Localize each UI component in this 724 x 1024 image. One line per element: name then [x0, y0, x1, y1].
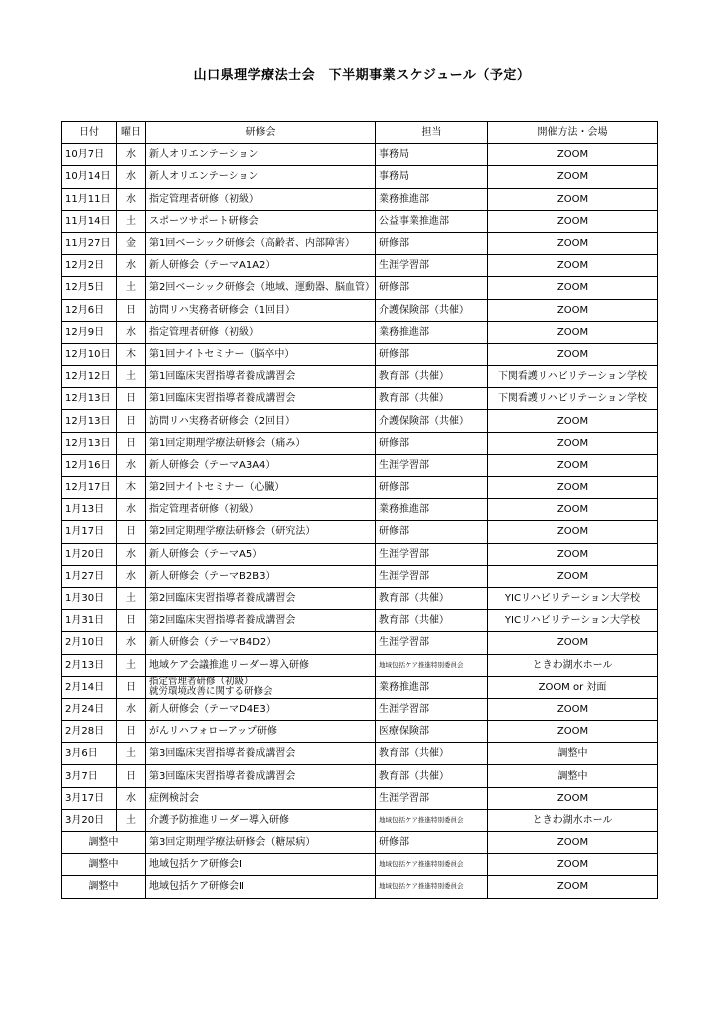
cell-course: 訪問リハ実務者研修会（1回目） [146, 299, 376, 321]
cell-date: 12月6日 [62, 299, 117, 321]
table-row [62, 299, 658, 321]
cell-date: 調整中 [62, 854, 146, 876]
cell-venue: 調整中 [488, 765, 658, 787]
cell-venue: YICリハビリテーション大学校 [488, 587, 658, 609]
cell-organizer: 生涯学習部 [376, 632, 488, 654]
table-row [62, 543, 658, 565]
table-row [62, 876, 658, 898]
cell-organizer: 医療保険部 [376, 721, 488, 743]
cell-course-line-1: 指定管理者研修（初級） [149, 676, 254, 688]
cell-organizer: 公益事業推進部 [376, 210, 488, 232]
cell-date: 12月2日 [62, 255, 117, 277]
cell-day-of-week: 水 [117, 454, 146, 476]
cell-date: 11月11日 [62, 188, 117, 210]
table-row [62, 854, 658, 876]
cell-venue: ZOOM [488, 698, 658, 720]
cell-date: 12月12日 [62, 366, 117, 388]
table-row [62, 188, 658, 210]
cell-date: 1月30日 [62, 587, 117, 609]
cell-date: 12月10日 [62, 343, 117, 365]
cell-organizer: 生涯学習部 [376, 698, 488, 720]
cell-course: 介護予防推進リーダー導入研修 [146, 809, 376, 831]
cell-venue: ZOOM [488, 499, 658, 521]
cell-venue: ZOOM [488, 787, 658, 809]
cell-course: 地域ケア会議推進リーダー導入研修 [146, 654, 376, 676]
cell-venue: ときわ湖水ホール [488, 809, 658, 831]
header-venue: 開催方法・会場 [488, 122, 658, 144]
table-row [62, 809, 658, 831]
cell-organizer: 生涯学習部 [376, 565, 488, 587]
cell-course: 第1回ベーシック研修会（高齢者、内部障害） [146, 232, 376, 254]
cell-course: 地域包括ケア研修会Ⅱ [146, 876, 376, 898]
cell-organizer: 業務推進部 [376, 676, 488, 698]
cell-organizer: 教育部（共催） [376, 610, 488, 632]
cell-course: 第1回臨床実習指導者養成講習会 [146, 388, 376, 410]
cell-day-of-week: 水 [117, 787, 146, 809]
cell-date: 12月5日 [62, 277, 117, 299]
cell-course: 新人研修会（テーマA1A2） [146, 255, 376, 277]
table-row [62, 698, 658, 720]
cell-venue: ZOOM [488, 854, 658, 876]
cell-organizer: 研修部 [376, 477, 488, 499]
table-row [62, 787, 658, 809]
cell-organizer: 生涯学習部 [376, 255, 488, 277]
cell-organizer: 教育部（共催） [376, 765, 488, 787]
cell-venue: ZOOM [488, 454, 658, 476]
cell-day-of-week: 日 [117, 388, 146, 410]
cell-organizer: 介護保険部（共催） [376, 299, 488, 321]
cell-organizer: 介護保険部（共催） [376, 410, 488, 432]
table-row [62, 610, 658, 632]
table-row [62, 676, 658, 698]
cell-date: 3月20日 [62, 809, 117, 831]
cell-course: 新人研修会（テーマA5） [146, 543, 376, 565]
table-row [62, 632, 658, 654]
table-row [62, 832, 658, 854]
cell-course: 第2回ベーシック研修会（地域、運動器、脳血管） [146, 277, 376, 299]
table-body [62, 144, 658, 898]
cell-day-of-week: 日 [117, 676, 146, 698]
header-date: 日付 [62, 122, 117, 144]
cell-day-of-week: 水 [117, 144, 146, 166]
cell-day-of-week: 土 [117, 809, 146, 831]
cell-date: 12月17日 [62, 477, 117, 499]
cell-venue: 下関看護リハビリテーション学校 [488, 388, 658, 410]
cell-organizer: 地域包括ケア推進特別委員会 [376, 854, 488, 876]
cell-course: 第2回臨床実習指導者養成講習会 [146, 610, 376, 632]
cell-course: スポーツサポート研修会 [146, 210, 376, 232]
cell-course: 症例検討会 [146, 787, 376, 809]
table-row [62, 721, 658, 743]
cell-day-of-week: 土 [117, 587, 146, 609]
cell-course: 第1回臨床実習指導者養成講習会 [146, 366, 376, 388]
cell-day-of-week: 日 [117, 765, 146, 787]
cell-course: 新人オリエンテーション [146, 144, 376, 166]
cell-organizer: 教育部（共催） [376, 587, 488, 609]
cell-date: 調整中 [62, 832, 146, 854]
cell-course: 第3回臨床実習指導者養成講習会 [146, 743, 376, 765]
cell-organizer: 教育部（共催） [376, 366, 488, 388]
cell-date: 1月20日 [62, 543, 117, 565]
cell-venue: ZOOM [488, 299, 658, 321]
cell-date: 10月14日 [62, 166, 117, 188]
cell-day-of-week: 水 [117, 565, 146, 587]
cell-venue: ZOOM [488, 210, 658, 232]
cell-venue: ZOOM [488, 277, 658, 299]
cell-venue: ZOOM [488, 321, 658, 343]
cell-course: 新人研修会（テーマB4D2） [146, 632, 376, 654]
cell-date: 10月7日 [62, 144, 117, 166]
cell-organizer: 研修部 [376, 343, 488, 365]
cell-venue: ZOOM [488, 188, 658, 210]
cell-date: 2月13日 [62, 654, 117, 676]
cell-organizer: 生涯学習部 [376, 454, 488, 476]
cell-course: がんリハフォローアップ研修 [146, 721, 376, 743]
cell-date: 11月14日 [62, 210, 117, 232]
cell-venue: ZOOM [488, 832, 658, 854]
table-row [62, 743, 658, 765]
cell-day-of-week: 水 [117, 321, 146, 343]
cell-venue: ZOOM [488, 255, 658, 277]
cell-course: 指定管理者研修（初級） [146, 321, 376, 343]
cell-date: 2月14日 [62, 676, 117, 698]
cell-course: 新人オリエンテーション [146, 166, 376, 188]
cell-day-of-week: 土 [117, 654, 146, 676]
cell-course: 第2回臨床実習指導者養成講習会 [146, 587, 376, 609]
cell-day-of-week: 水 [117, 188, 146, 210]
cell-day-of-week: 水 [117, 166, 146, 188]
cell-date: 2月24日 [62, 698, 117, 720]
cell-course: 新人研修会（テーマB2B3） [146, 565, 376, 587]
header-organizer: 担当 [376, 122, 488, 144]
cell-day-of-week: 日 [117, 721, 146, 743]
cell-date: 12月13日 [62, 410, 117, 432]
cell-venue: ZOOM [488, 477, 658, 499]
cell-venue: 下関看護リハビリテーション学校 [488, 366, 658, 388]
cell-course: 第2回ナイトセミナー（心臓） [146, 477, 376, 499]
table-row [62, 410, 658, 432]
cell-date: 12月9日 [62, 321, 117, 343]
cell-organizer: 業務推進部 [376, 321, 488, 343]
cell-venue: ZOOM [488, 876, 658, 898]
cell-course: 指定管理者研修（初級） [146, 499, 376, 521]
cell-organizer: 研修部 [376, 232, 488, 254]
cell-day-of-week: 日 [117, 521, 146, 543]
cell-day-of-week: 土 [117, 366, 146, 388]
cell-course-line-2: 就労環境改善に関する研修会 [149, 686, 273, 698]
cell-venue: ZOOM [488, 166, 658, 188]
cell-date: 12月16日 [62, 454, 117, 476]
cell-organizer: 業務推進部 [376, 188, 488, 210]
header-course: 研修会 [146, 122, 376, 144]
table-row [62, 454, 658, 476]
cell-organizer: 事務局 [376, 166, 488, 188]
cell-organizer: 研修部 [376, 432, 488, 454]
cell-day-of-week: 金 [117, 232, 146, 254]
cell-venue: YICリハビリテーション大学校 [488, 610, 658, 632]
cell-organizer: 地域包括ケア推進特別委員会 [376, 654, 488, 676]
cell-venue: ZOOM or 対面 [488, 676, 658, 698]
table-row [62, 343, 658, 365]
cell-organizer: 地域包括ケア推進特別委員会 [376, 809, 488, 831]
cell-day-of-week: 水 [117, 255, 146, 277]
cell-course: 第1回ナイトセミナー（脳卒中） [146, 343, 376, 365]
cell-venue: ZOOM [488, 632, 658, 654]
cell-day-of-week: 水 [117, 543, 146, 565]
cell-course [146, 676, 376, 698]
cell-organizer: 業務推進部 [376, 499, 488, 521]
cell-course: 第2回定期理学療法研修会（研究法） [146, 521, 376, 543]
cell-day-of-week: 日 [117, 610, 146, 632]
cell-organizer: 生涯学習部 [376, 787, 488, 809]
cell-organizer: 研修部 [376, 521, 488, 543]
cell-date: 12月13日 [62, 388, 117, 410]
cell-day-of-week: 日 [117, 299, 146, 321]
table-row [62, 499, 658, 521]
table-row [62, 565, 658, 587]
table-row [62, 432, 658, 454]
cell-date: 3月6日 [62, 743, 117, 765]
cell-day-of-week: 土 [117, 277, 146, 299]
cell-course: 第1回定期理学療法研修会（痛み） [146, 432, 376, 454]
cell-day-of-week: 日 [117, 432, 146, 454]
cell-day-of-week: 水 [117, 499, 146, 521]
cell-organizer: 生涯学習部 [376, 543, 488, 565]
cell-date: 1月27日 [62, 565, 117, 587]
cell-day-of-week: 木 [117, 343, 146, 365]
cell-venue: ZOOM [488, 144, 658, 166]
cell-date: 調整中 [62, 876, 146, 898]
cell-course: 新人研修会（テーマA3A4） [146, 454, 376, 476]
table-row [62, 654, 658, 676]
cell-venue: ZOOM [488, 521, 658, 543]
cell-venue: ZOOM [488, 410, 658, 432]
table-header-row [62, 122, 658, 144]
cell-organizer: 地域包括ケア推進特別委員会 [376, 876, 488, 898]
header-day-of-week: 曜日 [117, 122, 146, 144]
cell-date: 3月17日 [62, 787, 117, 809]
cell-venue: ZOOM [488, 432, 658, 454]
cell-organizer: 教育部（共催） [376, 388, 488, 410]
cell-date: 1月13日 [62, 499, 117, 521]
table-row [62, 477, 658, 499]
table-row [62, 166, 658, 188]
schedule-table [61, 121, 658, 899]
cell-organizer: 研修部 [376, 277, 488, 299]
cell-day-of-week: 水 [117, 698, 146, 720]
cell-venue: 調整中 [488, 743, 658, 765]
cell-course: 訪問リハ実務者研修会（2回目） [146, 410, 376, 432]
cell-venue: ときわ湖水ホール [488, 654, 658, 676]
cell-date: 1月17日 [62, 521, 117, 543]
table-row [62, 388, 658, 410]
table-row [62, 521, 658, 543]
table-row [62, 321, 658, 343]
cell-day-of-week: 土 [117, 743, 146, 765]
cell-venue: ZOOM [488, 721, 658, 743]
table-row [62, 232, 658, 254]
cell-date: 3月7日 [62, 765, 117, 787]
cell-organizer: 研修部 [376, 832, 488, 854]
cell-venue: ZOOM [488, 565, 658, 587]
cell-venue: ZOOM [488, 232, 658, 254]
table-row [62, 765, 658, 787]
cell-date: 2月10日 [62, 632, 117, 654]
table-row [62, 587, 658, 609]
table-row [62, 210, 658, 232]
cell-day-of-week: 土 [117, 210, 146, 232]
cell-course: 指定管理者研修（初級） [146, 188, 376, 210]
table-row [62, 366, 658, 388]
table-row [62, 277, 658, 299]
cell-organizer: 教育部（共催） [376, 743, 488, 765]
cell-day-of-week: 日 [117, 410, 146, 432]
table-row [62, 144, 658, 166]
cell-organizer: 事務局 [376, 144, 488, 166]
cell-venue: ZOOM [488, 343, 658, 365]
cell-course: 地域包括ケア研修会Ⅰ [146, 854, 376, 876]
table-row [62, 255, 658, 277]
cell-date: 2月28日 [62, 721, 117, 743]
cell-course: 新人研修会（テーマD4E3） [146, 698, 376, 720]
cell-date: 12月13日 [62, 432, 117, 454]
cell-course: 第3回臨床実習指導者養成講習会 [146, 765, 376, 787]
cell-date: 1月31日 [62, 610, 117, 632]
cell-day-of-week: 水 [117, 632, 146, 654]
cell-course: 第3回定期理学療法研修会（糖尿病） [146, 832, 376, 854]
cell-date: 11月27日 [62, 232, 117, 254]
document-title: 山口県理学療法士会 下半期事業スケジュール（予定） [193, 68, 531, 83]
cell-day-of-week: 木 [117, 477, 146, 499]
cell-venue: ZOOM [488, 543, 658, 565]
